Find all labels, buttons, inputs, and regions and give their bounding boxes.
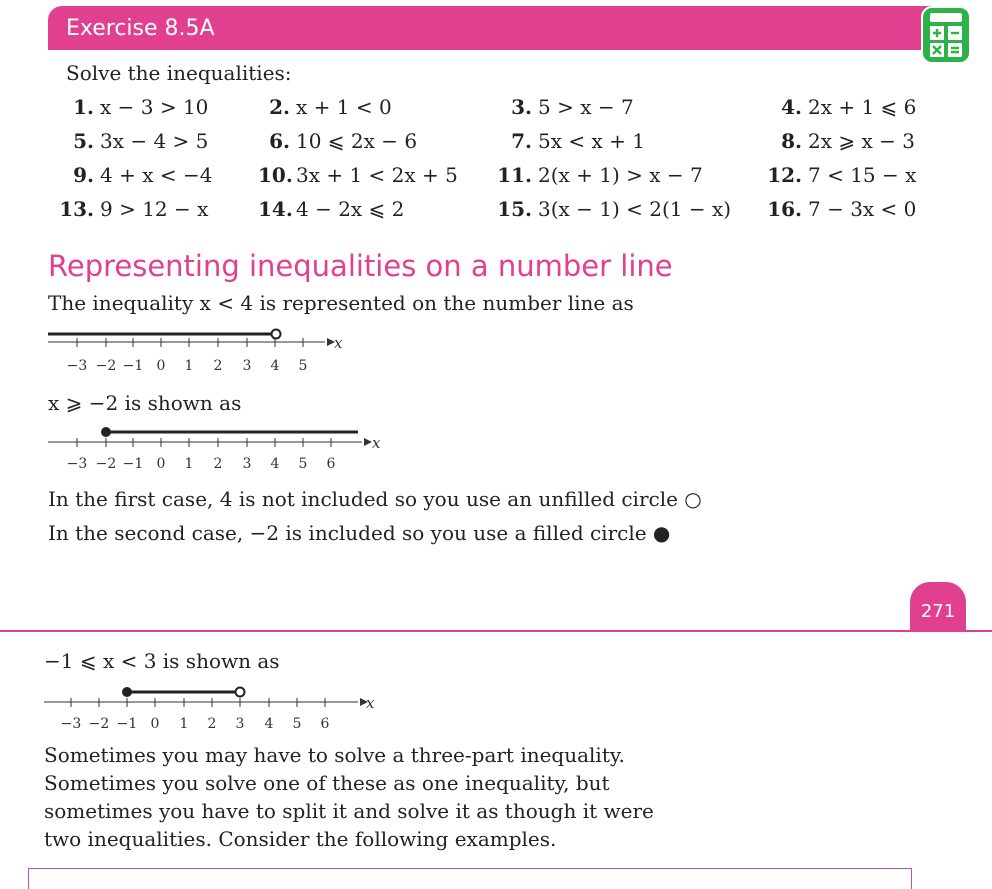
number-line-2 [40, 420, 400, 476]
svg-text:−3: −3 [66, 456, 88, 472]
example2-text: x ⩾ −2 is shown as [48, 391, 242, 415]
problem-6: 6. 10 ⩽ 2x − 6 [269, 129, 418, 153]
section-heading: Representing inequalities on a number line [48, 249, 673, 283]
problem-1: 1. x − 3 > 10 [73, 95, 209, 119]
svg-text:0: 0 [156, 456, 166, 472]
exercise-title: Exercise 8.5A [66, 16, 215, 41]
svg-text:−3: −3 [60, 716, 82, 732]
paragraph-line-1: Sometimes you may have to solve a three-part inequality. [44, 743, 625, 767]
number-line-1 [40, 322, 360, 378]
calculator-icon [920, 5, 972, 65]
page-number: 271 [920, 601, 956, 622]
example3-text: −1 ⩽ x < 3 is shown as [44, 649, 280, 673]
svg-text:−2: −2 [88, 716, 110, 732]
svg-text:3: 3 [235, 716, 245, 732]
explanation-line-2: In the second case, −2 is included so you use a filled circle ● [48, 521, 671, 545]
svg-text:−2: −2 [95, 358, 117, 374]
svg-text:−1: −1 [122, 358, 144, 374]
problem-4: 4. 2x + 1 ⩽ 6 [781, 95, 917, 119]
problem-2: 2. x + 1 < 0 [269, 95, 392, 119]
svg-text:2: 2 [207, 716, 217, 732]
svg-text:3: 3 [242, 358, 252, 374]
problem-15: 15. 3(x − 1) < 2(1 − x) [497, 197, 732, 221]
problem-11: 11. 2(x + 1) > x − 7 [497, 163, 703, 187]
exercise-instruction: Solve the inequalities: [66, 61, 292, 85]
problem-16: 16. 7 − 3x < 0 [767, 197, 917, 221]
axis-label: x [372, 434, 381, 452]
axis-label: x [334, 334, 343, 352]
svg-text:6: 6 [320, 716, 330, 732]
problem-13: 13. 9 > 12 − x [59, 197, 209, 221]
svg-text:0: 0 [156, 358, 166, 374]
filled-circle [122, 687, 132, 697]
svg-text:1: 1 [179, 716, 189, 732]
problem-9: 9. 4 + x < −4 [73, 163, 213, 187]
explanation-line-1: In the first case, 4 is not included so you use an unfilled circle ○ [48, 487, 702, 511]
problem-8: 8. 2x ⩾ x − 3 [781, 129, 915, 153]
svg-text:1: 1 [184, 456, 194, 472]
svg-text:2: 2 [213, 456, 223, 472]
svg-text:3: 3 [242, 456, 252, 472]
svg-text:1: 1 [184, 358, 194, 374]
example-box [28, 868, 912, 889]
page-divider [0, 630, 992, 632]
svg-text:−1: −1 [116, 716, 138, 732]
intro-text: The inequality x < 4 is represented on the number line as [48, 291, 634, 315]
problem-10: 10. 3x + 1 < 2x + 5 [258, 163, 458, 187]
svg-text:0: 0 [150, 716, 160, 732]
problem-14: 14. 4 − 2x ⩽ 2 [258, 197, 405, 221]
svg-text:6: 6 [326, 456, 336, 472]
svg-text:5: 5 [292, 716, 302, 732]
svg-text:−3: −3 [66, 358, 88, 374]
number-line-3 [36, 680, 396, 736]
open-circle [236, 688, 245, 697]
axis-label: x [366, 694, 375, 712]
svg-text:4: 4 [264, 716, 274, 732]
problem-3: 3. 5 > x − 7 [511, 95, 634, 119]
svg-text:5: 5 [298, 456, 308, 472]
problem-5: 5. 3x − 4 > 5 [73, 129, 209, 153]
paragraph-line-4: two inequalities. Consider the following examples. [44, 827, 557, 851]
svg-text:2: 2 [213, 358, 223, 374]
svg-text:−2: −2 [95, 456, 117, 472]
svg-text:5: 5 [298, 358, 308, 374]
svg-text:4: 4 [270, 358, 280, 374]
problem-12: 12. 7 < 15 − x [767, 163, 917, 187]
paragraph-line-3: sometimes you have to split it and solve it as though it were [44, 799, 654, 823]
svg-text:−1: −1 [122, 456, 144, 472]
paragraph-line-2: Sometimes you solve one of these as one inequality, but [44, 771, 610, 795]
filled-circle [101, 427, 111, 437]
svg-text:4: 4 [270, 456, 280, 472]
problem-7: 7. 5x < x + 1 [511, 129, 645, 153]
open-circle [272, 330, 281, 339]
